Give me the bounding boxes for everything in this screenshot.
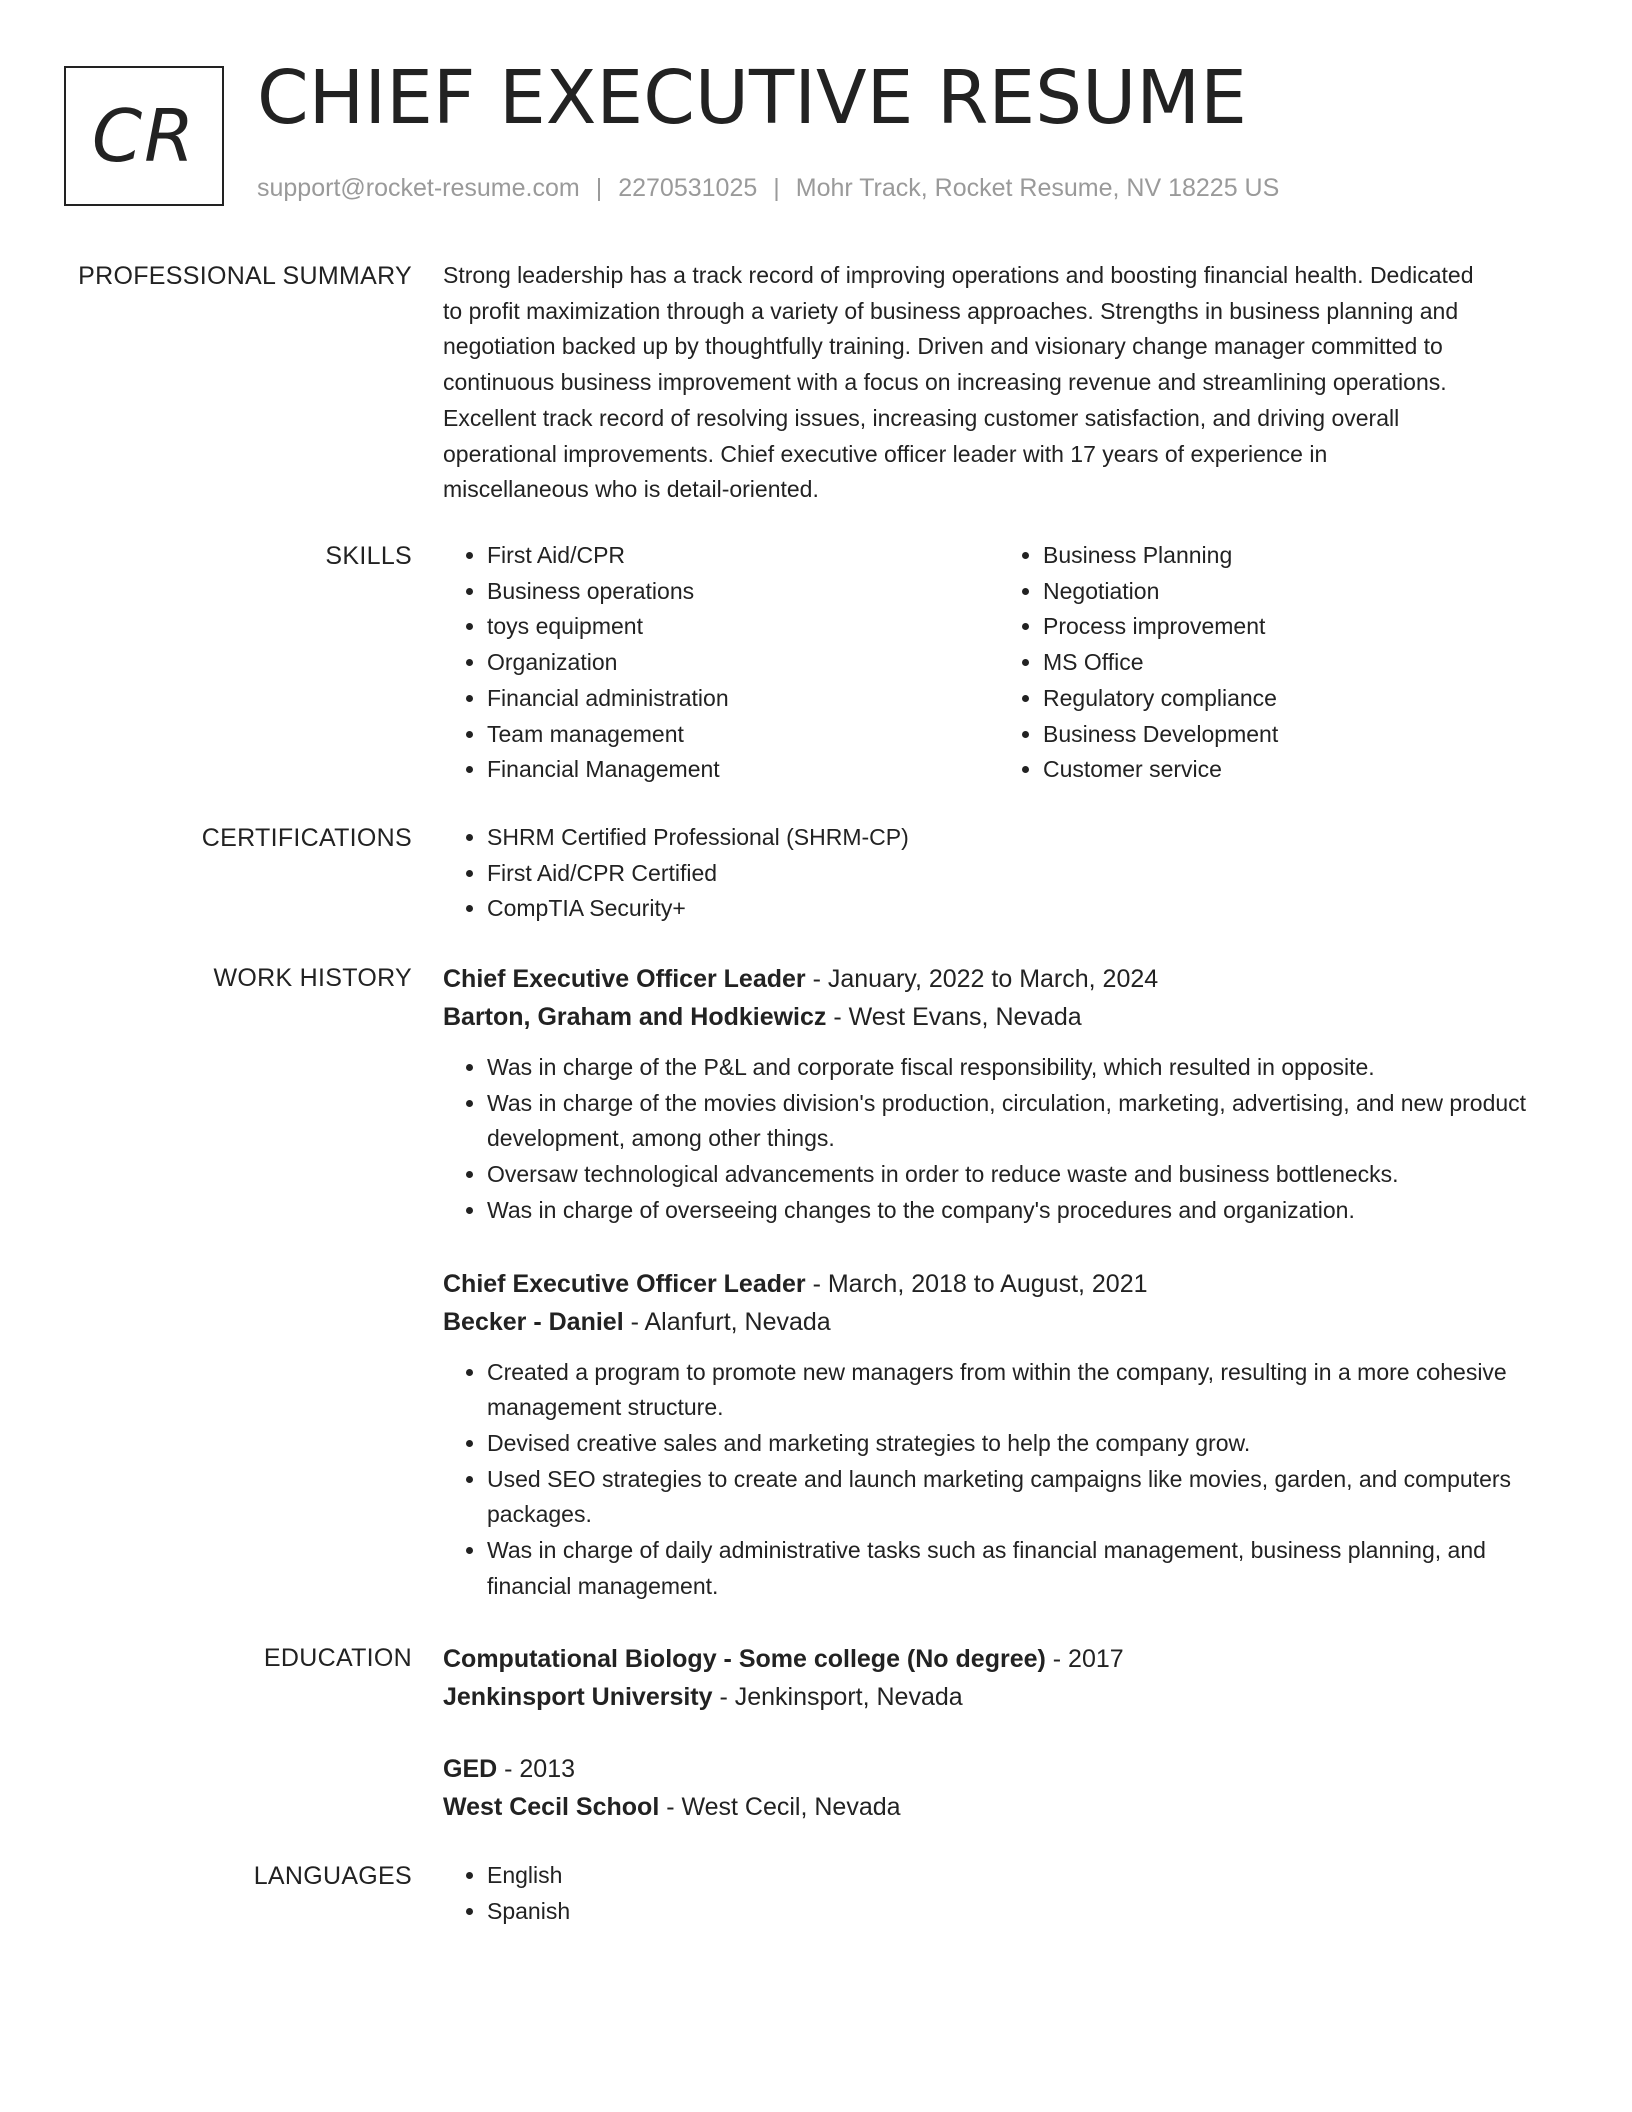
job-entry [443, 1265, 1555, 1605]
skills-grid [443, 538, 1555, 788]
summary-line: Strong leadership has a track record of improving operations and boosting financial health. Dedicated [443, 262, 1474, 288]
job-bullet: • Was in charge of the P&L and corporate fiscal responsibility, which resulted in opposite. [487, 1050, 1555, 1086]
contact-phone: 2270531025 [618, 174, 758, 202]
job-bullet: • Was in charge of daily administrative tasks such as financial management, business planning, and financial management. [487, 1533, 1555, 1604]
language-item: • Spanish [487, 1894, 1555, 1930]
work-body [443, 960, 1555, 1640]
contact-email: support@rocket-resume.com [257, 174, 580, 202]
skill-item: • toys equipment [487, 609, 999, 645]
education-degree-line [443, 1640, 1555, 1678]
skill-item: • Business Development [1043, 717, 1555, 753]
job-title-line [443, 960, 1555, 998]
education-degree: GED [443, 1755, 498, 1783]
skill-item: • Regulatory compliance [1043, 681, 1555, 717]
skill-item: • Process improvement [1043, 609, 1555, 645]
section-label-languages: LANGUAGES [253, 1862, 412, 1890]
summary-line: negotiation backed up by thoughtfully training. Driven and visionary change manager committed to [443, 333, 1443, 360]
skill-item: • First Aid/CPR [487, 538, 999, 574]
education-year: - 2017 [1045, 1645, 1124, 1673]
education-year: - 2013 [497, 1755, 576, 1783]
contact-address: Mohr Track, Rocket Resume, NV 18225 US [795, 174, 1280, 202]
education-location: - West Cecil, Nevada [659, 1793, 901, 1821]
certifications-body [443, 820, 1555, 927]
education-degree: Computational Biology - Some college (No degree) [443, 1645, 1046, 1673]
certification-item: • CompTIA Security+ [487, 891, 1555, 927]
contact-separator: | [773, 174, 780, 202]
skill-item: • Financial administration [487, 681, 999, 717]
job-entry [443, 960, 1555, 1229]
education-entry [443, 1640, 1555, 1716]
job-bullet: • Was in charge of the movies division's production, circulation, marketing, advertising, and new product development, among other things. [487, 1086, 1555, 1157]
education-degree-line [443, 1750, 1555, 1788]
section-label-summary: PROFESSIONAL SUMMARY [78, 262, 412, 290]
job-bullet: • Devised creative sales and marketing strategies to help the company grow. [487, 1426, 1555, 1462]
certifications-list [443, 820, 1555, 927]
languages-body [443, 1858, 1555, 1929]
education-location: - Jenkinsport, Nevada [712, 1683, 963, 1711]
summary-line: miscellaneous who is detail-oriented. [443, 476, 819, 503]
skill-item: • Team management [487, 717, 999, 753]
job-company-line [443, 1303, 1555, 1341]
education-body [443, 1640, 1555, 1860]
skills-list-left [443, 538, 999, 788]
language-item: • English [487, 1858, 1555, 1894]
section-label-certifications: CERTIFICATIONS [201, 824, 412, 852]
job-bullets [443, 1050, 1555, 1229]
contact-separator: | [595, 174, 603, 202]
job-bullet: • Was in charge of overseeing changes to the company's procedures and organization. [487, 1193, 1555, 1229]
job-bullet: • Created a program to promote new managers from within the company, resulting in a more cohesive management structure. [487, 1355, 1555, 1426]
job-company-line [443, 998, 1555, 1036]
skill-item: • Organization [487, 645, 999, 681]
job-company: Barton, Graham and Hodkiewicz [443, 1003, 827, 1031]
education-school: Jenkinsport University [443, 1683, 713, 1711]
resume-title: CHIEF EXECUTIVE RESUME [257, 55, 1247, 141]
contact-line [257, 174, 1279, 203]
section-label-work: WORK HISTORY [213, 964, 412, 992]
skills-list-right [999, 538, 1555, 788]
section-label-skills: SKILLS [325, 542, 412, 570]
job-title-line [443, 1265, 1555, 1303]
skill-item: • MS Office [1043, 645, 1555, 681]
summary-line: operational improvements. Chief executive officer leader with 17 years of experience in [443, 440, 1328, 467]
education-school-line [443, 1678, 1555, 1716]
job-title: Chief Executive Officer Leader [443, 965, 806, 993]
certification-item: • First Aid/CPR Certified [487, 856, 1555, 892]
job-company: Becker - Daniel [443, 1307, 624, 1336]
certification-item: • SHRM Certified Professional (SHRM-CP) [487, 820, 1555, 856]
summary-body [443, 258, 1555, 508]
section-label-education: EDUCATION [263, 1644, 412, 1672]
summary-text [443, 258, 1555, 508]
education-entry [443, 1750, 1555, 1826]
summary-line: continuous business improvement with a focus on increasing revenue and streamlining operations. [443, 369, 1447, 396]
summary-line: Excellent track record of resolving issues, increasing customer satisfaction, and driving overall [443, 404, 1400, 431]
skill-item: • Customer service [1043, 752, 1555, 788]
job-bullet: • Oversaw technological advancements in order to reduce waste and business bottlenecks. [487, 1157, 1555, 1193]
skill-item: • Business Planning [1043, 538, 1555, 574]
languages-list [443, 1858, 1555, 1929]
job-dates: - March, 2018 to August, 2021 [805, 1269, 1148, 1298]
skill-item: • Business operations [487, 574, 999, 610]
job-bullet: • Used SEO strategies to create and launch marketing campaigns like movies, garden, and computers packages. [487, 1462, 1555, 1533]
monogram-initials: CR [91, 94, 197, 178]
job-title: Chief Executive Officer Leader [443, 1269, 806, 1298]
skill-item: • Negotiation [1043, 574, 1555, 610]
monogram-box [64, 66, 224, 206]
job-location: - Alanfurt, Nevada [623, 1307, 831, 1336]
education-school: West Cecil School [443, 1793, 660, 1821]
job-bullets [443, 1355, 1555, 1605]
skill-item: • Financial Management [487, 752, 999, 788]
job-location: - West Evans, Nevada [826, 1003, 1082, 1031]
education-school-line [443, 1788, 1555, 1826]
job-dates: - January, 2022 to March, 2024 [805, 965, 1159, 993]
summary-line: to profit maximization through a variety of business approaches. Strengths in business planning and [443, 297, 1459, 324]
